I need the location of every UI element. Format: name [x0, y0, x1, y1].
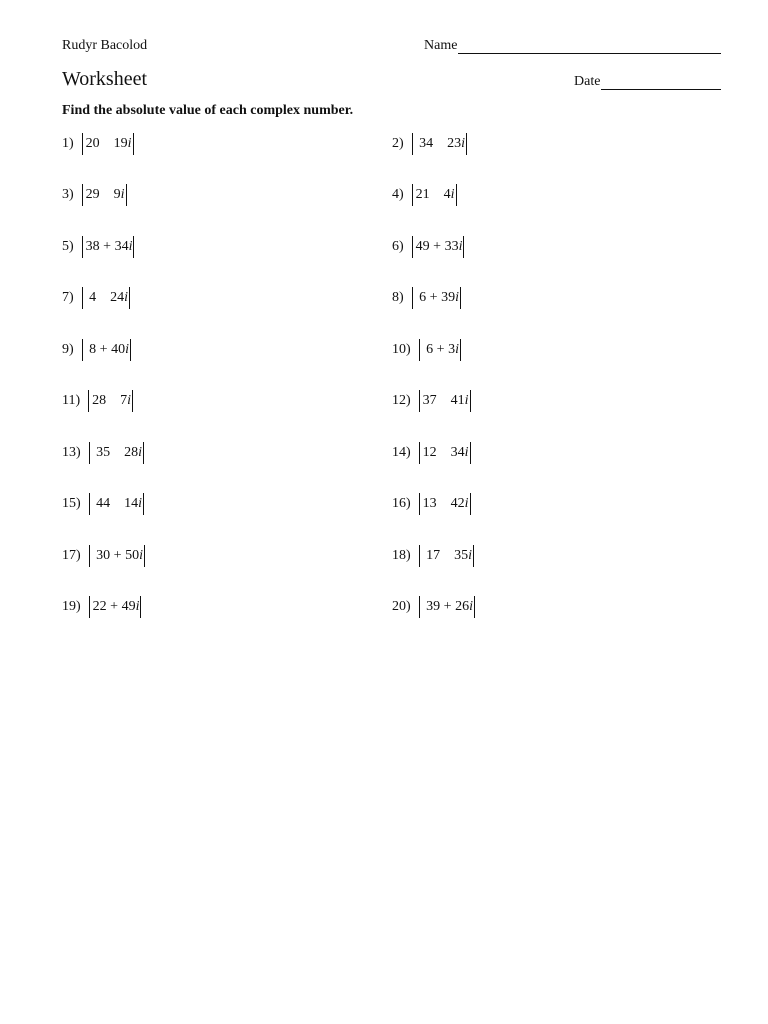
imaginary-unit: i — [120, 187, 125, 202]
problem-item — [392, 595, 475, 619]
problem-number: 4) — [392, 187, 404, 202]
complex-abs — [89, 493, 144, 515]
complex-abs — [412, 287, 461, 309]
problem-number: 7) — [62, 290, 74, 305]
problem-number: 14) — [392, 445, 411, 460]
problem-item — [62, 544, 145, 568]
problem-item — [62, 441, 144, 465]
complex-expr: 49 + 33 — [415, 239, 459, 254]
problem-item — [392, 183, 457, 207]
problem-item — [62, 338, 131, 362]
complex-abs — [419, 442, 471, 464]
imaginary-unit: i — [124, 290, 129, 305]
imaginary-unit: i — [458, 239, 463, 254]
imaginary-unit: i — [450, 187, 455, 202]
problem-item — [392, 286, 461, 310]
problem-number: 1) — [62, 136, 74, 151]
imaginary-unit: i — [135, 599, 140, 614]
complex-expr: 39 + 26 — [422, 599, 470, 614]
complex-abs — [88, 390, 133, 412]
complex-abs — [89, 596, 142, 618]
complex-expr: 38 + 34 — [85, 239, 129, 254]
complex-abs — [89, 545, 145, 567]
complex-expr: 22 + 49 — [92, 599, 136, 614]
imaginary-unit: i — [464, 393, 469, 408]
imaginary-unit: i — [461, 136, 466, 151]
problem-item — [62, 132, 134, 156]
complex-abs — [419, 339, 461, 361]
imaginary-unit: i — [138, 445, 143, 460]
problem-number: 18) — [392, 548, 411, 563]
complex-expr: 8 + 40 — [85, 342, 126, 357]
imaginary-unit: i — [468, 548, 473, 563]
complex-expr: 6 + 39 — [415, 290, 456, 305]
problem-item — [62, 492, 144, 516]
problem-number: 17) — [62, 548, 81, 563]
problem-number: 19) — [62, 599, 81, 614]
complex-abs — [419, 545, 474, 567]
problem-number: 16) — [392, 496, 411, 511]
complex-expr: 44 14 — [92, 496, 139, 511]
complex-abs — [419, 493, 471, 515]
complex-expr: 12 34 — [422, 445, 465, 460]
problem-number: 15) — [62, 496, 81, 511]
complex-expr: 28 7 — [92, 393, 128, 408]
problem-number: 12) — [392, 393, 411, 408]
problem-item — [392, 492, 471, 516]
instructions: Find the absolute value of each complex number. — [62, 103, 354, 118]
complex-abs — [82, 339, 131, 361]
problem-number: 3) — [62, 187, 74, 202]
complex-expr: 4 24 — [85, 290, 125, 305]
complex-expr: 30 + 50 — [92, 548, 140, 563]
complex-abs — [82, 133, 134, 155]
imaginary-unit: i — [469, 599, 473, 614]
imaginary-unit: i — [127, 393, 132, 408]
problem-item — [392, 338, 461, 362]
name-label: Name — [424, 38, 458, 53]
complex-abs — [82, 184, 127, 206]
problem-number: 9) — [62, 342, 74, 357]
complex-abs — [412, 133, 467, 155]
problem-number: 6) — [392, 239, 404, 254]
imaginary-unit: i — [127, 136, 132, 151]
problem-item — [392, 235, 464, 259]
date-label: Date — [574, 74, 601, 89]
problem-item — [392, 389, 471, 413]
problem-number: 13) — [62, 445, 81, 460]
complex-abs — [412, 236, 465, 258]
problem-item — [62, 595, 141, 619]
problem-number: 20) — [392, 599, 411, 614]
problem-item — [62, 286, 130, 310]
complex-expr: 6 + 3 — [422, 342, 456, 357]
imaginary-unit: i — [128, 239, 133, 254]
imaginary-unit: i — [455, 290, 459, 305]
problem-number: 11) — [62, 393, 81, 408]
complex-expr: 21 4 — [415, 187, 451, 202]
author-name: Rudyr Bacolod — [62, 38, 148, 53]
complex-expr: 37 41 — [422, 393, 465, 408]
imaginary-unit: i — [138, 496, 143, 511]
problem-item — [62, 235, 134, 259]
problem-number: 10) — [392, 342, 411, 357]
complex-expr: 17 35 — [422, 548, 469, 563]
page-title: Worksheet — [62, 68, 148, 90]
problem-item — [392, 132, 467, 156]
complex-abs — [82, 236, 135, 258]
imaginary-unit: i — [464, 445, 469, 460]
problem-item — [62, 183, 127, 207]
complex-expr: 35 28 — [92, 445, 139, 460]
imaginary-unit: i — [455, 342, 459, 357]
imaginary-unit: i — [464, 496, 469, 511]
problem-item — [62, 389, 133, 413]
problem-item — [392, 544, 474, 568]
imaginary-unit: i — [125, 342, 129, 357]
complex-expr: 29 9 — [85, 187, 121, 202]
complex-abs — [419, 596, 475, 618]
complex-expr: 13 42 — [422, 496, 465, 511]
complex-abs — [412, 184, 457, 206]
complex-abs — [82, 287, 130, 309]
complex-abs — [419, 390, 471, 412]
problem-number: 8) — [392, 290, 404, 305]
problem-number: 5) — [62, 239, 74, 254]
problem-number: 2) — [392, 136, 404, 151]
complex-abs — [89, 442, 144, 464]
complex-expr: 20 19 — [85, 136, 128, 151]
complex-expr: 34 23 — [415, 136, 462, 151]
imaginary-unit: i — [139, 548, 143, 563]
problem-item — [392, 441, 471, 465]
